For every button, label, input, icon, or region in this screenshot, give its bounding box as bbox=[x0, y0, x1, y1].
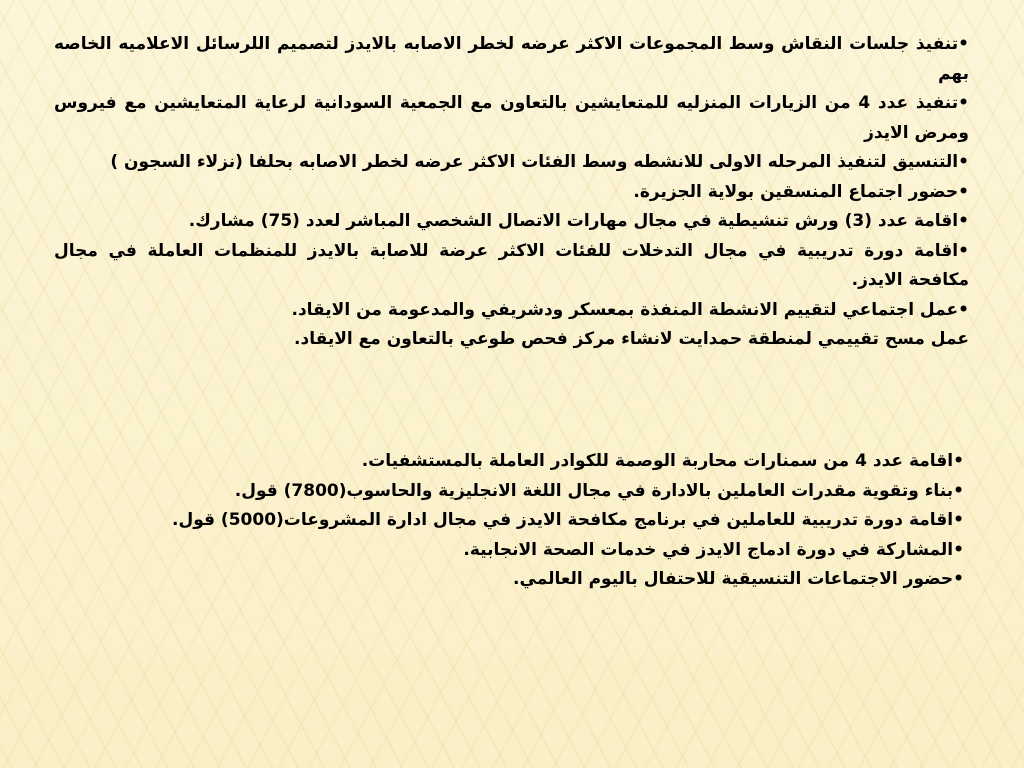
list-item: •اقامة عدد (3) ورش تنشيطية في مجال مهارات الاتصال الشخصي المباشر لعدد (75) مشارك. bbox=[188, 211, 969, 231]
list-item: •المشاركة في دورة ادماج الايدز في خدمات الصحة الانجابية. bbox=[463, 539, 964, 560]
list-item: •عمل اجتماعي لتقييم الانشطة المنفذة بمعسكر ودشريفي والمدعومة من الايقاد. bbox=[291, 299, 969, 320]
list-item: •التنسيق لتنفيذ المرحله الاولى للانشطه وسط الفئات الاكثر عرضه لخطر الاصابه بحلفا (نزلاء السجون ) bbox=[110, 152, 969, 172]
list-item: •حضور اجتماع المنسقين بولاية الجزيرة. bbox=[633, 181, 969, 202]
list-item: •اقامة دورة تدريبية في مجال التدخلات للفئات الاكثر عرضة للاصابة بالايدز للمنظمات العاملة في مجال مكافحة الايدز. bbox=[54, 240, 969, 290]
list-item: •حضور الاجتماعات التنسيقية للاحتفال باليوم العالمي. bbox=[513, 569, 964, 589]
list-item: •اقامة عدد 4 من سمنارات محاربة الوصمة للكوادر العاملة بالمستشفيات. bbox=[361, 451, 964, 471]
list-item: •بناء وتقوية مقدرات العاملين بالادارة في مجال اللغة الانجليزية والحاسوب(7800) قول. bbox=[234, 480, 964, 501]
activities-list-top bbox=[54, 30, 969, 355]
activities-list-bottom bbox=[164, 447, 964, 595]
list-item: •اقامة دورة تدريبية للعاملين في برنامج مكافحة الايدز في مجال ادارة المشروعات(5000) قول. bbox=[172, 510, 964, 530]
list-item: •تنفيذ جلسات النقاش وسط المجموعات الاكثر عرضه لخطر الاصابه بالايدز لتصميم اللرسائل الاعلاميه الخاصه بهم bbox=[54, 34, 969, 84]
list-item: •تنفيذ عدد 4 من الزيارات المنزليه للمتعايشين بالتعاون مع الجمعية السودانية لرعاية المتعايشين مع فيروس ومرض الايدز bbox=[54, 93, 969, 143]
list-item: عمل مسح تقييمي لمنطقة حمدايت لانشاء مركز فحص طوعي بالتعاون مع الايقاد. bbox=[294, 329, 969, 349]
